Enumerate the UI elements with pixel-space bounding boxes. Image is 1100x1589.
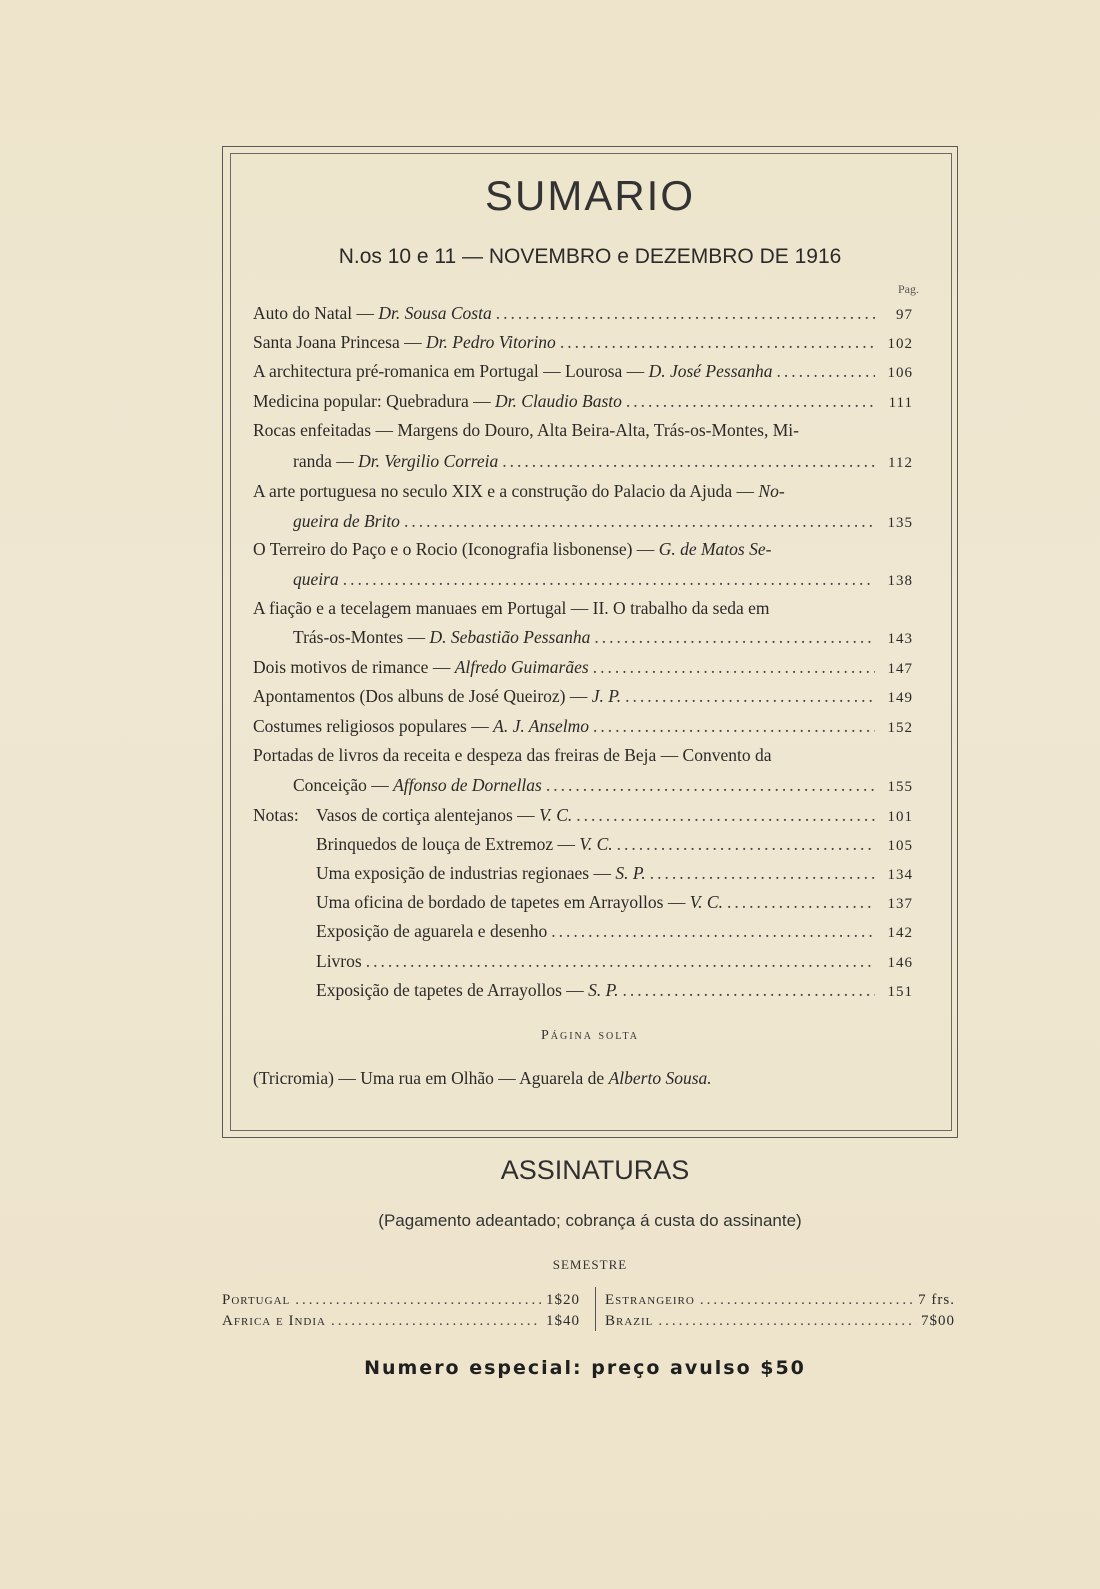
- price-row: [222, 1292, 580, 1309]
- toc-entry-first-line: [253, 595, 913, 621]
- nota-entry: [316, 860, 913, 886]
- toc-entry-author: Affonso de Dornellas: [393, 775, 542, 795]
- toc-entry-title: A arte portuguesa no seculo XIX e a construção do Palacio da Ajuda —: [253, 481, 759, 501]
- toc-entry-first-line: [253, 536, 913, 562]
- leader-dots: [658, 1313, 916, 1330]
- price-label: Brazil: [605, 1313, 654, 1329]
- toc-entry-author: A. J. Anselmo: [493, 716, 590, 736]
- pagina-solta-text: (Tricromia) — Uma rua em Olhão — Aguarela de: [253, 1068, 609, 1088]
- toc-entry-continuation: [293, 448, 913, 474]
- toc-entry-author: D. Sebastião Pessanha: [429, 627, 591, 647]
- nota-title: Livros: [316, 951, 362, 971]
- nota-title: Vasos de cortiça alentejanos —: [316, 805, 540, 825]
- price-value: 7 frs.: [918, 1292, 955, 1308]
- nota-page: 142: [887, 925, 913, 941]
- toc-entry-author: Dr. Vergilio Correia: [358, 451, 499, 471]
- nota-entry: [316, 831, 913, 857]
- toc-entry-title: Rocas enfeitadas — Margens do Douro, Alta Beira-Alta, Trás-os-Montes, Mi-: [253, 420, 799, 440]
- leader-dots: [551, 918, 875, 944]
- toc-entry: [253, 388, 913, 414]
- price-label: Portugal: [222, 1292, 291, 1308]
- nota-title: Uma oficina de bordado de tapetes em Arrayollos —: [316, 892, 690, 912]
- nota-author: S. P.: [588, 980, 619, 1000]
- toc-entry-title: Santa Joana Princesa —: [253, 332, 427, 352]
- toc-entry: [253, 683, 913, 709]
- leader-dots: [546, 772, 875, 798]
- price-value: 1$40: [546, 1313, 580, 1329]
- toc-entry-author-start: No-: [758, 481, 785, 501]
- leader-dots: [576, 802, 875, 828]
- nota-title: Exposição de tapetes de Arrayollos —: [316, 980, 589, 1000]
- notas-label: Notas:: [253, 805, 299, 825]
- price-row: [222, 1313, 580, 1330]
- leader-dots: [777, 358, 876, 384]
- leader-dots: [331, 1313, 541, 1330]
- toc-entry-title: Auto do Natal —: [253, 303, 379, 323]
- nota-title: Exposição de aguarela e desenho: [316, 921, 548, 941]
- toc-entry-author: Dr. Sousa Costa: [378, 303, 492, 323]
- toc-entry-title: Medicina popular: Quebradura —: [253, 391, 496, 411]
- leader-dots: [626, 388, 875, 414]
- nota-author: S. P.: [615, 863, 646, 883]
- toc-entry: [253, 358, 913, 384]
- price-label: Africa e India: [222, 1313, 326, 1329]
- toc-entry-author: Alfredo Guimarães: [454, 657, 589, 677]
- price-row: [605, 1292, 955, 1309]
- nota-author: V. C.: [539, 805, 573, 825]
- toc-entry: [253, 713, 913, 739]
- toc-entry-page: 143: [887, 631, 913, 647]
- nota-page: 151: [887, 984, 913, 1000]
- toc-entry-page: 147: [887, 661, 913, 677]
- toc-entry-continuation: [293, 508, 913, 534]
- semestre-label: SEMESTRE: [552, 1257, 628, 1272]
- nota-author: V. C.: [579, 834, 613, 854]
- price-value: 7$00: [921, 1313, 955, 1329]
- leader-dots: [593, 654, 875, 680]
- summary-title: SUMARIO: [484, 172, 695, 219]
- price-column-divider: [595, 1287, 596, 1331]
- price-value: 1$20: [546, 1292, 580, 1308]
- price-label: Estrangeiro: [605, 1292, 695, 1308]
- toc-entry-title: Costumes religiosos populares —: [253, 716, 494, 736]
- toc-entry-page: 102: [887, 336, 913, 352]
- toc-entry-first-line: [253, 417, 913, 443]
- nota-page: 134: [887, 867, 913, 883]
- toc-entry-author-start: G. de Matos Se-: [658, 539, 772, 559]
- nota-entry: [316, 977, 913, 1003]
- numero-especial-price: Numero especial: preço avulso $50: [364, 1357, 806, 1379]
- issue-subtitle: N.os 10 e 11 — NOVEMBRO e DEZEMBRO DE 1916: [338, 245, 842, 268]
- page-column-label: Pag.: [898, 282, 919, 296]
- leader-dots: [593, 713, 875, 739]
- toc-entry-title-cont: Trás-os-Montes —: [293, 627, 430, 647]
- nota-author: V. C.: [689, 892, 723, 912]
- toc-entry: [253, 329, 913, 355]
- toc-entry-author: queira: [293, 569, 339, 589]
- toc-entry-author: gueira de Brito: [293, 511, 400, 531]
- toc-entry-first-line: [253, 478, 913, 504]
- leader-dots: [343, 566, 875, 592]
- leader-dots: [622, 977, 875, 1003]
- pagina-solta-line: [253, 1068, 712, 1089]
- toc-entry-title: O Terreiro do Paço e o Rocio (Iconografia lisbonense) —: [253, 539, 659, 559]
- toc-entry-author: D. José Pessanha: [648, 361, 773, 381]
- toc-entry-title: Apontamentos (Dos albuns de José Queiroz) —: [253, 686, 592, 706]
- price-row: [605, 1313, 955, 1330]
- nota-entry: [316, 889, 913, 915]
- toc-entry-continuation: [293, 566, 913, 592]
- leader-dots: [496, 300, 875, 326]
- leader-dots: [700, 1292, 913, 1309]
- nota-page: 101: [887, 809, 913, 825]
- nota-title: Brinquedos de louça de Extremoz —: [316, 834, 580, 854]
- leader-dots: [617, 831, 875, 857]
- toc-entry-continuation: [293, 624, 913, 650]
- toc-entry-title-cont: randa —: [293, 451, 359, 471]
- toc-entry-first-line: [253, 742, 913, 768]
- toc-entry-page: 138: [887, 573, 913, 589]
- leader-dots: [727, 889, 875, 915]
- pagina-solta-author: Alberto Sousa.: [608, 1068, 712, 1088]
- toc-entry-page: 149: [887, 690, 913, 706]
- toc-entry-title: Dois motivos de rimance —: [253, 657, 455, 677]
- nota-page: 137: [887, 896, 913, 912]
- toc-entry-page: 111: [888, 395, 913, 411]
- leader-dots: [625, 683, 875, 709]
- toc-entry-author: Dr. Claudio Basto: [495, 391, 622, 411]
- leader-dots: [404, 508, 875, 534]
- toc-entry-author: Dr. Pedro Vitorino: [426, 332, 556, 352]
- toc-entry-title: A fiação e a tecelagem manuaes em Portugal — II. O trabalho da seda em: [253, 598, 770, 618]
- nota-entry: [316, 802, 913, 828]
- leader-dots: [295, 1292, 541, 1309]
- leader-dots: [594, 624, 875, 650]
- assinaturas-note: (Pagamento adeantado; cobrança á custa do assinante): [378, 1211, 802, 1230]
- toc-entry: [253, 654, 913, 680]
- leader-dots: [650, 860, 875, 886]
- nota-title: Uma exposição de industrias regionaes —: [316, 863, 616, 883]
- leader-dots: [366, 948, 875, 974]
- toc-entry-page: 112: [888, 455, 913, 471]
- toc-entry-page: 152: [887, 720, 913, 736]
- leader-dots: [560, 329, 875, 355]
- nota-entry: [316, 918, 913, 944]
- toc-entry-title: A architectura pré-romanica em Portugal — Lourosa —: [253, 361, 649, 381]
- toc-entry-page: 155: [887, 779, 913, 795]
- nota-entry: [316, 948, 913, 974]
- nota-page: 146: [887, 955, 913, 971]
- leader-dots: [502, 448, 875, 474]
- toc-entry-author: J. P.: [591, 686, 622, 706]
- toc-entry-page: 135: [887, 515, 913, 531]
- toc-entry-page: 97: [896, 307, 913, 323]
- pagina-solta-heading: Página solta: [540, 1028, 639, 1043]
- toc-entry: [253, 300, 913, 326]
- toc-entry-title-cont: Conceição —: [293, 775, 394, 795]
- assinaturas-title: ASSINATURAS: [500, 1155, 690, 1185]
- toc-entry-page: 106: [887, 365, 913, 381]
- nota-page: 105: [887, 838, 913, 854]
- toc-entry-title: Portadas de livros da receita e despeza das freiras de Beja — Convento da: [253, 745, 772, 765]
- toc-entry-continuation: [293, 772, 913, 798]
